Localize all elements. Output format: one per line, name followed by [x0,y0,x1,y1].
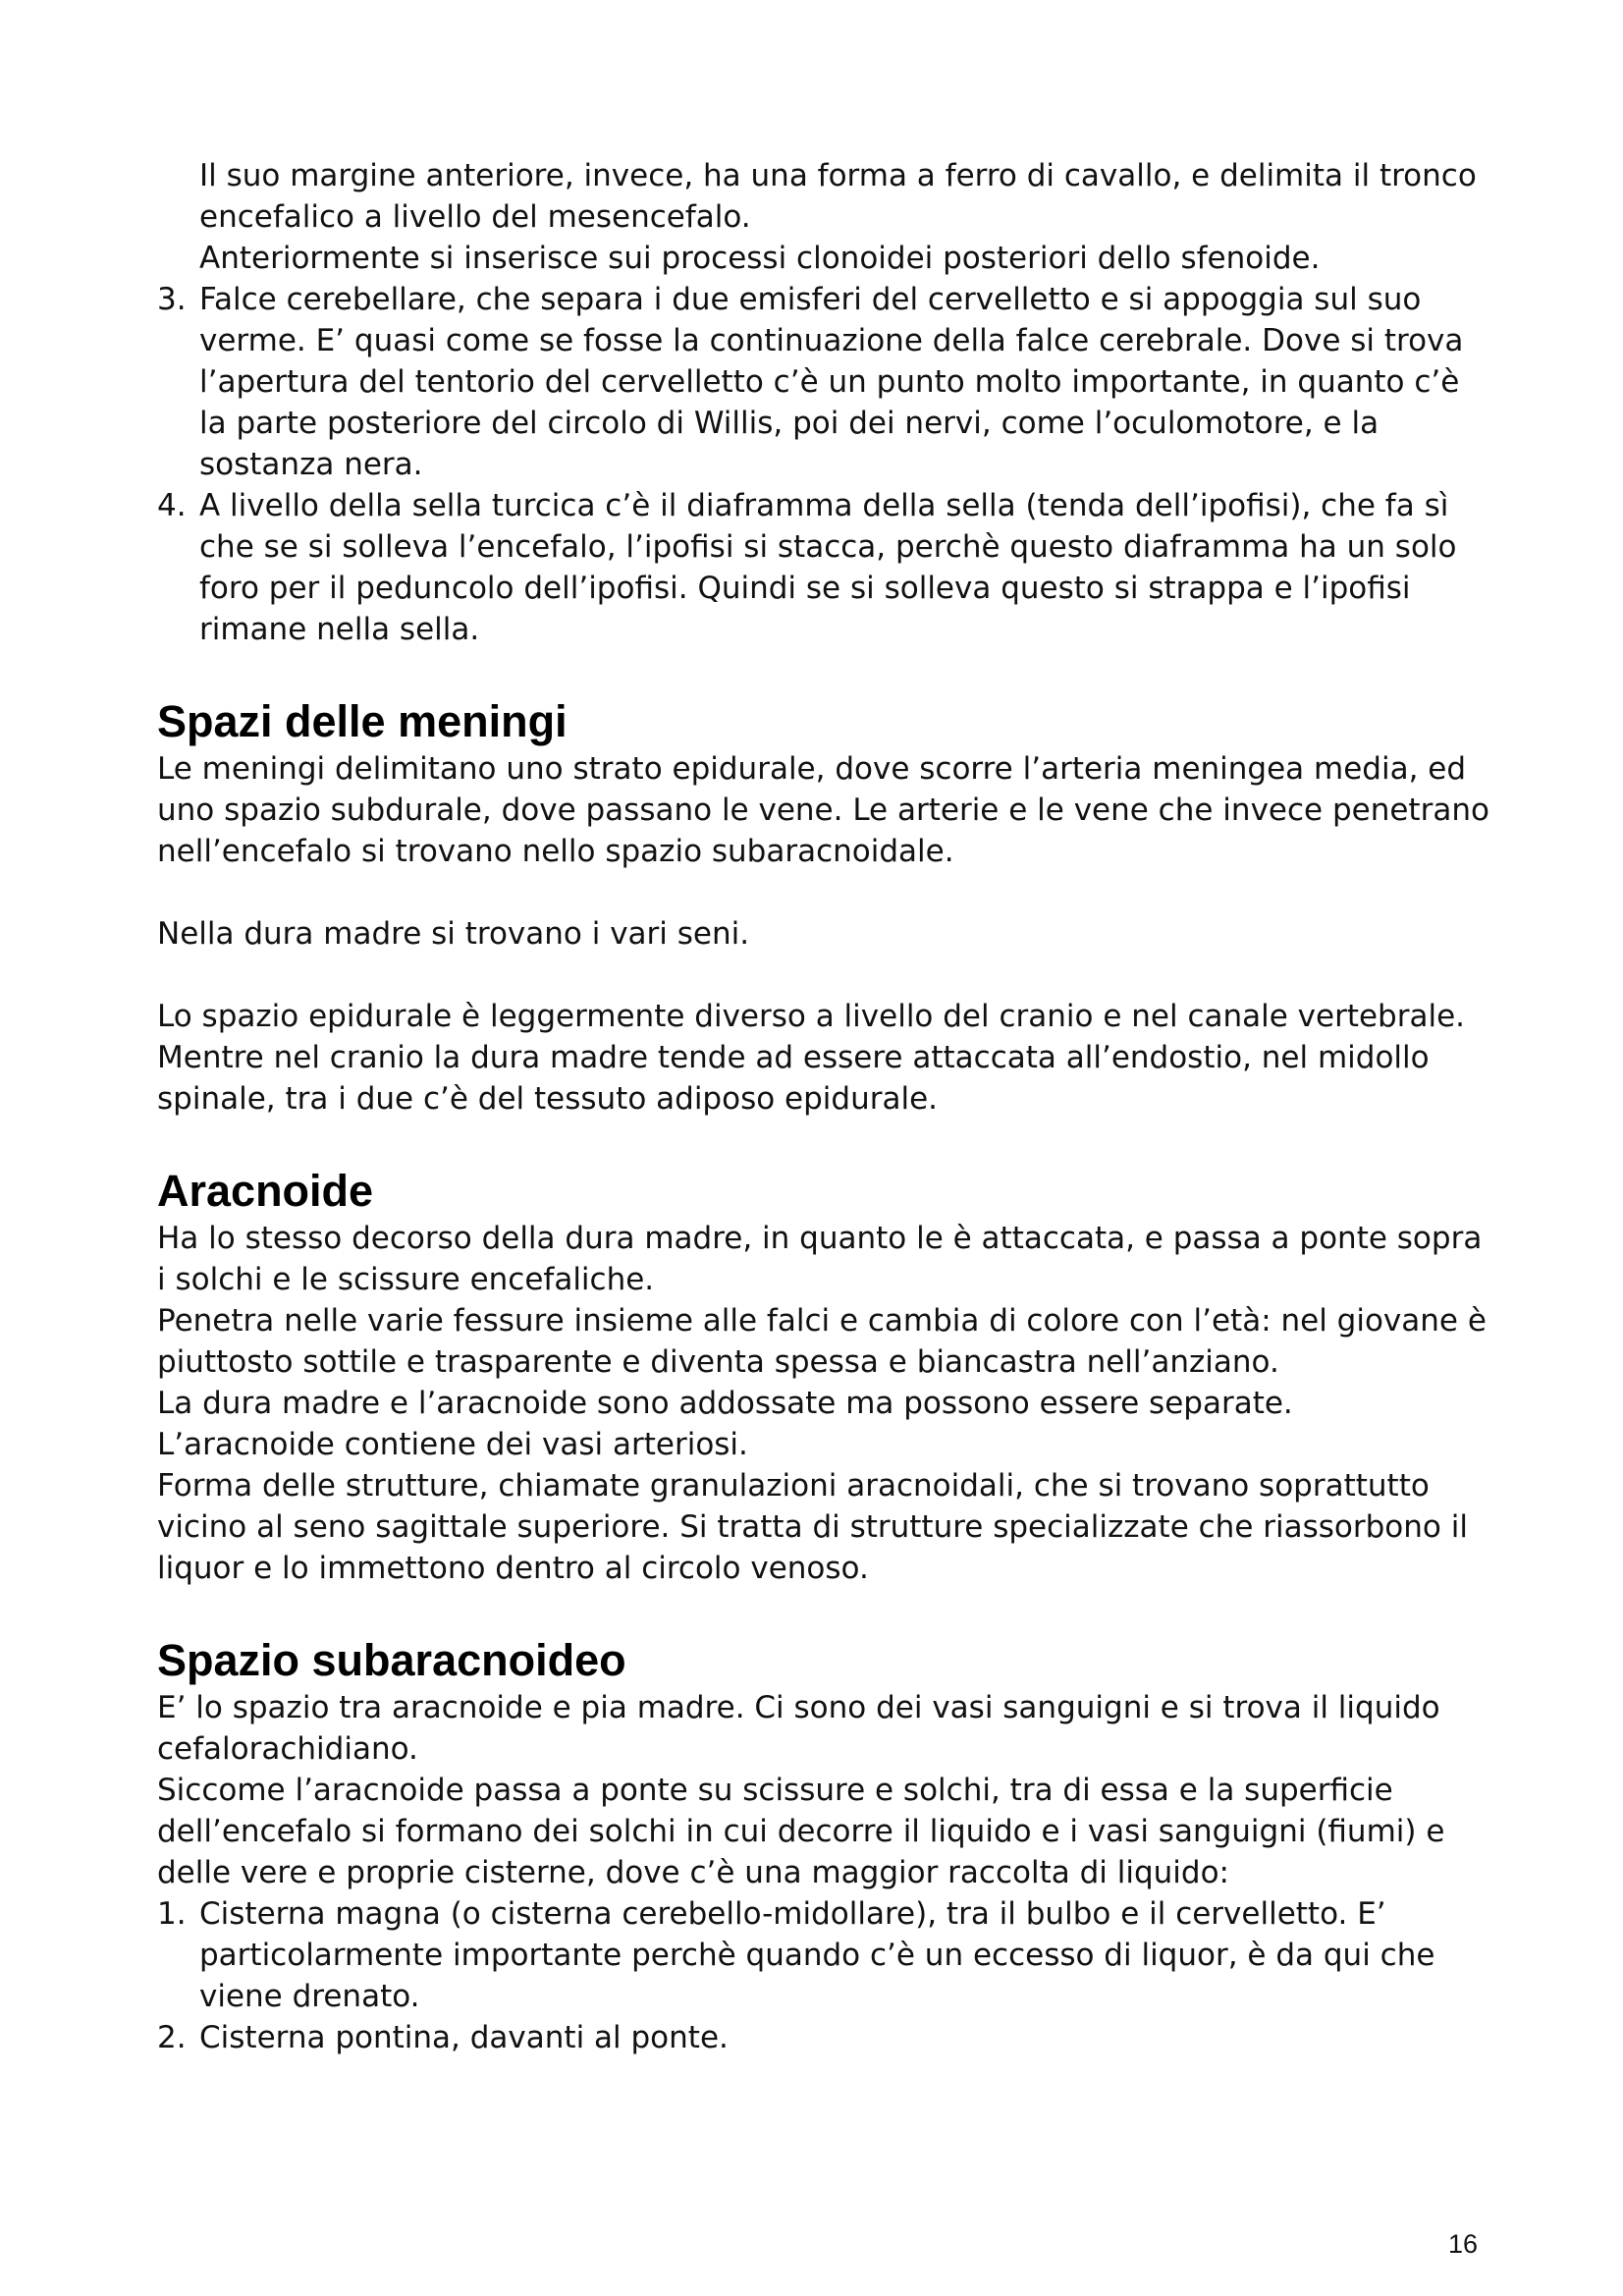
list-item [157,279,1492,485]
list-item-text: A livello della sella turcica c’è il diaframma della sella (tenda dell’ipofisi), che fa sì che se si solleva l’encefalo, l’ipofisi si stacca, perchè questo diaframma ha un solo foro per il peduncolo dell’ipofisi. Quindi se si solleva questo si strappa e l’ipofisi rimane nella sella. [199,488,1457,647]
continuation-paragraph: Anteriormente si inserisce sui processi clonoidei posteriori dello sfenoide. [199,241,1321,276]
list-number: 3. [157,282,187,317]
page-content [157,155,1492,2058]
list-number: 1. [157,1896,187,1932]
paragraph: Siccome l’aracnoide passa a ponte su scissure e solchi, tra di essa e la superficie dell’encefalo si formano dei solchi in cui decorre il liquido e i vasi sanguigni (fiumi) e delle vere e proprie cisterne, dove c’è una maggior raccolta di liquido: [157,1773,1445,1890]
section-heading: Aracnoide [157,1166,374,1216]
paragraph: L’aracnoide contiene dei vasi arteriosi. [157,1427,748,1462]
paragraph: Ha lo stesso decorso della dura madre, in quanto le è attaccata, e passa a ponte sopra i solchi e le scissure encefaliche. [157,1221,1483,1297]
list-number: 2. [157,2020,187,2055]
section-heading: Spazio subaracnoideo [157,1635,626,1685]
paragraph: Lo spazio epidurale è leggermente diverso a livello del cranio e nel canale vertebrale. Mentre nel cranio la dura madre tende ad essere attaccata all’endostio, nel midollo spinale, tra i due c’è del tessuto adiposo epidurale. [157,999,1466,1117]
list-item [157,1893,1492,2017]
paragraph: E’ lo spazio tra aracnoide e pia madre. Ci sono dei vasi sanguigni e si trova il liquido cefalorachidiano. [157,1690,1440,1767]
paragraph: La dura madre e l’aracnoide sono addossate ma possono essere separate. [157,1386,1293,1421]
section-heading: Spazi delle meningi [157,696,568,746]
numbered-list [157,279,1492,650]
list-number: 4. [157,488,187,523]
paragraph: Nella dura madre si trovano i vari seni. [157,916,750,952]
page-number: 16 [1447,2229,1478,2259]
numbered-list [157,1893,1492,2058]
list-item [157,2017,1492,2058]
list-item-text: Cisterna magna (o cisterna cerebello-midollare), tra il bulbo e il cervelletto. E’ particolarmente importante perchè quando c’è un eccesso di liquor, è da qui che viene drenato. [199,1896,1435,2014]
continuation-paragraph: Il suo margine anteriore, invece, ha una forma a ferro di cavallo, e delimita il tronco encefalico a livello del mesencefalo. [199,158,1477,235]
paragraph: Penetra nelle varie fessure insieme alle falci e cambia di colore con l’età: nel giovane è piuttosto sottile e trasparente e diventa spessa e biancastra nell’anziano. [157,1303,1487,1380]
list-item-text: Cisterna pontina, davanti al ponte. [199,2020,729,2055]
list-item [157,485,1492,650]
paragraph: Le meningi delimitano uno strato epidurale, dove scorre l’arteria meningea media, ed uno spazio subdurale, dove passano le vene. Le arterie e le vene che invece penetrano nell’encefalo si trovano nello spazio subaracnoidale. [157,751,1489,869]
paragraph: Forma delle strutture, chiamate granulazioni aracnoidali, che si trovano soprattutto vicino al seno sagittale superiore. Si tratta di strutture specializzate che riassorbono il liquor e lo immettono dentro al circolo venoso. [157,1468,1468,1586]
list-item-text: Falce cerebellare, che separa i due emisferi del cervelletto e si appoggia sul suo verme. E’ quasi come se fosse la continuazione della falce cerebrale. Dove si trova l’apertura del tentorio del cervelletto c’è un punto molto importante, in quanto c’è la parte posteriore del circolo di Willis, poi dei nervi, come l’oculomotore, e la sostanza nera. [199,282,1464,482]
